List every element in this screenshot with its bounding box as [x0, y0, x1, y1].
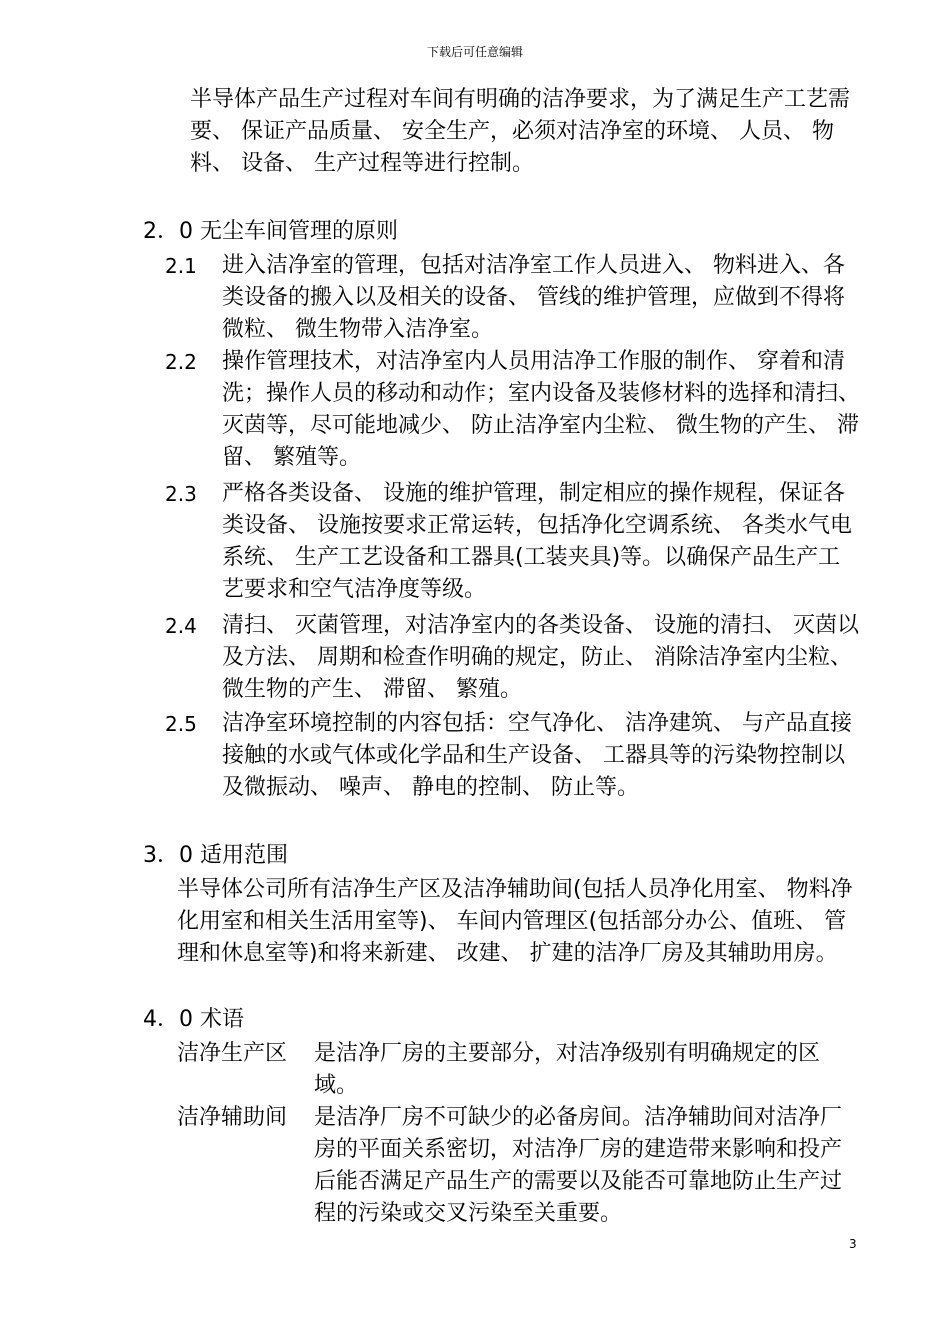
page-number: 3 — [849, 1237, 857, 1251]
term-definition: 是洁净厂房不可缺少的必备房间。洁净辅助间对洁净厂房的平面关系密切，对洁净厂房的建造带来影响和投产后能否满足产品生产的需要以及能否可靠地防止生产过程的污染或交叉污染至关重要。 — [314, 1105, 843, 1226]
section-2-heading: 2．0 无尘车间管理的原则 — [143, 219, 398, 244]
item-text: 严格各类设备、 设施的维护管理，制定相应的操作规程，保证各类设备、 设施按要求正常运转，包括净化空调系统、 各类水气电系统、 生产工艺设备和工器具(工装夹具)等。以确保产品生产工艺要求和空气洁净度等级。 — [222, 481, 852, 602]
item-number: 2.4 — [165, 614, 197, 638]
item-text: 清扫、 灭菌管理，对洁净室内的各类设备、 设施的清扫、 灭茵以及方法、 周期和检查作明确的规定，防止、 消除洁净室内尘粒、 微生物的产生、 滞留、 繁殖。 — [222, 613, 859, 702]
section-3-heading: 3．0 适用范围 — [143, 843, 288, 868]
item-number: 2.5 — [165, 712, 197, 736]
item-number: 2.3 — [165, 482, 197, 506]
item-number: 2.1 — [165, 254, 197, 278]
item-number: 2.2 — [165, 350, 197, 374]
item-text: 操作管理技术，对洁净室内人员用洁净工作服的制作、 穿着和清洗；操作人员的移动和动作；室内设备及装修材料的选择和清扫、 灭茵等，尽可能地减少、 防止洁净室内尘粒、 微生物的产生、 滞留、 繁殖等。 — [222, 349, 861, 470]
section-4-heading: 4．0 术语 — [143, 1007, 244, 1032]
scope-paragraph: 半导体公司所有洁净生产区及洁净辅助间(包括人员净化用室、 物料净化用室和相关生活用室等)、 车间内管理区(包括部分办公、值班、 管理和休息室等)和将来新建、 改建、 扩建的洁净厂房及其辅助用房。 — [177, 877, 853, 966]
term-definition: 是洁净厂房的主要部分，对洁净级别有明确规定的区域。 — [314, 1041, 821, 1098]
term-label: 洁净辅助间 — [177, 1105, 288, 1130]
item-text: 洁净室环境控制的内容包括：空气净化、 洁净建筑、 与产品直接接触的水或气体或化学品和生产设备、 工器具等的污染物控制以及微振动、 噪声、 静电的控制、 防止等。 — [222, 711, 852, 800]
page-header: 下载后可任意编辑 — [426, 45, 523, 59]
term-label: 洁净生产区 — [177, 1041, 288, 1066]
intro-paragraph: 半导体产品生产过程对车间有明确的洁净要求，为了满足生产工艺需要、 保证产品质量、 安全生产，必须对洁净室的环境、 人员、 物料、 设备、 生产过程等进行控制。 — [190, 87, 851, 176]
item-text: 进入洁净室的管理，包括对洁净室工作人员进入、 物料进入、各类设备的搬入以及相关的设备、 管线的维护管理，应做到不得将微粒、 微生物带入洁净室。 — [222, 253, 845, 342]
